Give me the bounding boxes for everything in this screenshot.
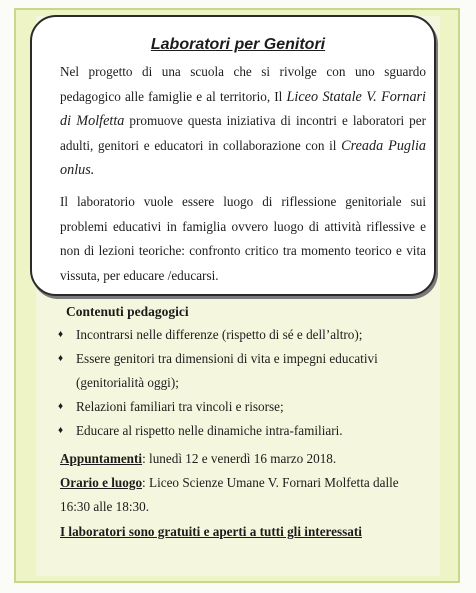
- page-title: Laboratori per Genitori: [150, 36, 326, 53]
- schedule-label: Orario e luogo: [60, 475, 143, 490]
- list-item: [50, 419, 422, 443]
- schedule-line: [60, 471, 430, 519]
- list-item-text: Incontrarsi nelle differenze (rispetto di sé e dell’altro);: [76, 327, 363, 342]
- intro-paragraph: [60, 60, 426, 183]
- description-paragraph: Il laboratorio vuole essere luogo di riflessione genitoriale sui problemi educativi in famiglia ovvero luogo di attività riflessive e non di lezioni teoriche: confronto critico tra momento teorico e vita vissuta, per educare /educarsi.: [60, 194, 426, 283]
- free-access-note: I laboratori sono gratuiti e aperti a tutti gli interessati: [60, 524, 362, 539]
- appointments-text: : lunedì 12 e venerdì 16 marzo 2018.: [142, 451, 337, 466]
- list-item-text: Relazioni familiari tra vincoli e risorse;: [76, 399, 284, 414]
- contents-list: [50, 323, 422, 443]
- list-item-text: Essere genitori tra dimensioni di vita e impegni educativi (genitorialità oggi);: [76, 351, 378, 390]
- list-item-text: Educare al rispetto nelle dinamiche intra-familiari.: [76, 423, 343, 438]
- list-item: [50, 323, 422, 347]
- intro-text-middle: promuove questa iniziativa di incontri e laboratori per adulti, genitori e educatori in collaborazione con il: [60, 113, 426, 153]
- contents-heading: Contenuti pedagogici: [66, 304, 189, 319]
- diamond-bullet-icon: ♦: [58, 353, 64, 364]
- appointments-line: [60, 447, 430, 471]
- intro-text-start: Nel progetto di una scuola che si rivolge con uno sguardo pedagogico alle famiglie e al territorio, Il: [60, 64, 426, 104]
- list-item: [50, 347, 422, 395]
- partner-name: Creada Puglia onlus.: [60, 137, 426, 178]
- appointments-label: Appuntamenti: [60, 451, 143, 466]
- list-item: [50, 395, 422, 419]
- school-name: Liceo Statale V. Fornari di Molfetta: [60, 88, 426, 129]
- diamond-bullet-icon: ♦: [58, 425, 64, 436]
- schedule-text: : Liceo Scienze Umane V. Fornari Molfetta dalle 16:30 alle 18:30.: [60, 475, 399, 514]
- diamond-bullet-icon: ♦: [58, 329, 64, 340]
- diamond-bullet-icon: ♦: [58, 401, 64, 412]
